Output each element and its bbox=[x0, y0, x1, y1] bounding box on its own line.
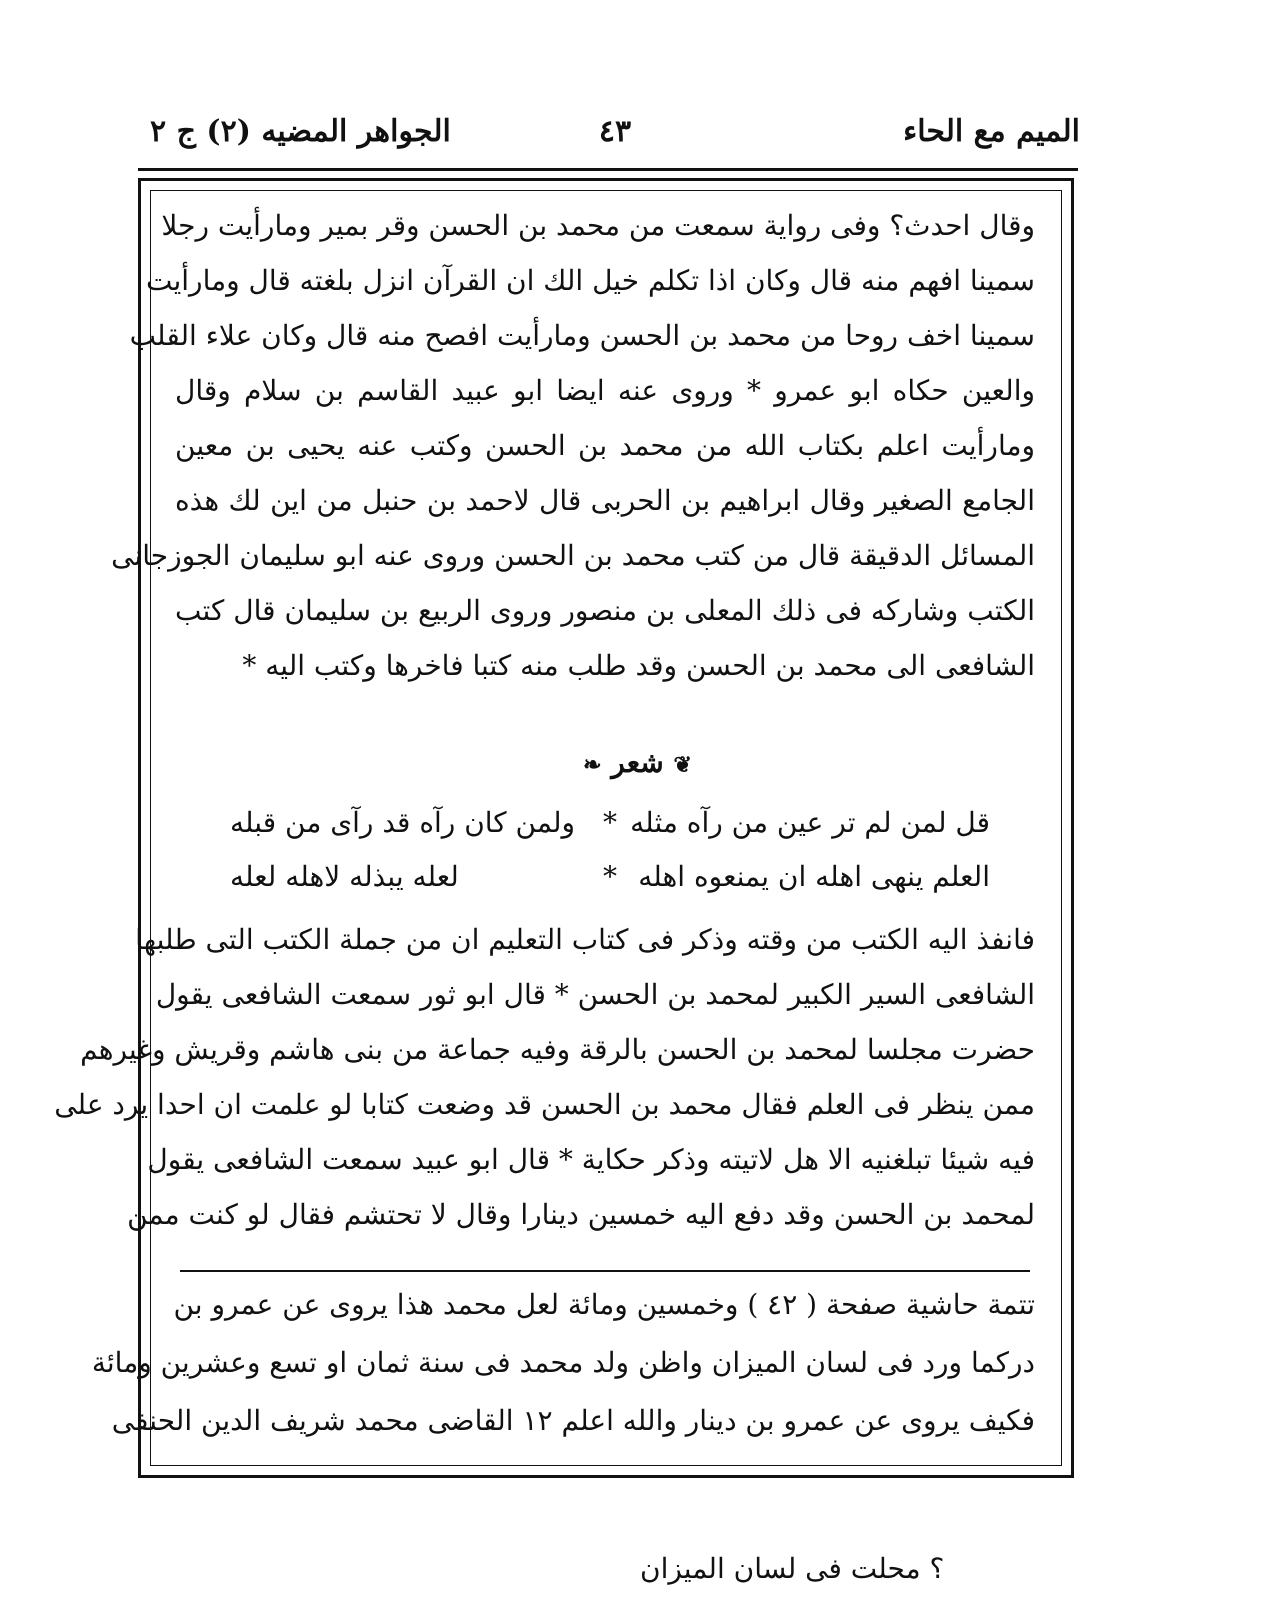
verse-separator: * bbox=[603, 860, 617, 893]
poem-heading bbox=[0, 746, 1275, 779]
text-line: سمینا افهم منه قال وکان اذا تکلم خیل الك ان القرآن انزل بلغته قال ومارأیت bbox=[145, 264, 1035, 297]
text-line: الشافعی الی محمد بن الحسن وقد طلب منه کتبا فاخرها وکتب الیه * bbox=[242, 649, 1035, 682]
verse-first-hemistich: قل لمن لم تر عین من رآه مثله bbox=[630, 806, 990, 839]
text-line: فیه شیئا تبلغنیه الا هل لاتیته وذکر حکایة * قال ابو عبید سمعت الشافعی یقول bbox=[147, 1143, 1035, 1176]
footnote-line: فکیف یروی عن عمرو بن دینار والله اعلم ١٢ القاضی محمد شریف الدین الحنفی bbox=[111, 1404, 1035, 1437]
text-line: وقال احدث؟ وفی روایة سمعت من محمد بن الحسن وقر بمیر ومارأیت رجلا bbox=[161, 209, 1035, 242]
margin-note: ؟ محلت فی لسان المیزان bbox=[640, 1552, 945, 1585]
text-line: سمینا اخف روحا من محمد بن الحسن ومارأیت افصح منه قال وکان علاء القلب bbox=[129, 319, 1035, 352]
header-chapter-title: المیم مع الحاء bbox=[903, 114, 1080, 149]
verse-separator: * bbox=[603, 806, 617, 839]
text-line: والعین حکاه ابو عمرو * وروی عنه ایضا ابو عبید القاسم بن سلام وقال bbox=[175, 374, 1035, 407]
text-line: الجامع الصغیر وقال ابراهیم بن الحربی قال لاحمد بن حنبل من این لك هذه bbox=[175, 484, 1035, 517]
verse-second-hemistich: لعله یبذله لاهله لعله bbox=[230, 860, 459, 893]
text-line: الشافعی السیر الکبیر لمحمد بن الحسن * قال ابو ثور سمعت الشافعی یقول bbox=[155, 978, 1035, 1011]
text-line: حضرت مجلسا لمحمد بن الحسن بالرقة وفیه جماعة من بنی هاشم وقریش وغیرهم bbox=[80, 1033, 1035, 1066]
ornament-left-icon: ❦ bbox=[673, 752, 692, 778]
main-text-block bbox=[111, 198, 1035, 693]
footnote-line: درکما ورد فی لسان المیزان واظن ولد محمد فی سنة ثمان او تسع وعشرین ومائة bbox=[91, 1346, 1035, 1379]
text-line: ممن ینظر فی العلم فقال محمد بن الحسن قد وضعت کتابا لو علمت ان احدا یرد علی bbox=[54, 1088, 1035, 1121]
main-text-block-continued bbox=[54, 912, 1035, 1242]
header-rule bbox=[138, 168, 1078, 171]
footnote-block bbox=[91, 1276, 1035, 1450]
poem-title: شعر bbox=[611, 746, 664, 779]
text-line: الکتب وشارکه فی ذلك المعلی بن منصور وروی الربیع بن سلیمان قال کتب bbox=[175, 594, 1035, 627]
ornament-right-icon: ❧ bbox=[583, 752, 602, 778]
text-line: ومارأیت اعلم بکتاب الله من محمد بن الحسن وکتب عنه یحیی بن معین bbox=[175, 429, 1035, 462]
text-line: فانفذ الیه الکتب من وقته وذکر فی کتاب التعلیم ان من جملة الکتب التی طلبها bbox=[135, 923, 1035, 956]
poem-verse bbox=[230, 806, 990, 856]
verse-first-hemistich: العلم ینهی اهله ان یمنعوه اهله bbox=[638, 860, 990, 893]
poem-verse bbox=[230, 860, 990, 910]
page-header bbox=[150, 104, 1080, 164]
header-book-title: الجواهر المضیه (٢) ج ٢ bbox=[150, 114, 451, 149]
footnote-rule bbox=[180, 1270, 1030, 1272]
verse-second-hemistich: ولمن کان رآه قد رآی من قبله bbox=[230, 806, 576, 839]
text-line: لمحمد بن الحسن وقد دفع الیه خمسین دینارا وقال لا تحتشم فقال لو کنت ممن bbox=[127, 1198, 1035, 1231]
text-line: المسائل الدقیقة قال من کتب محمد بن الحسن وروی عنه ابو سلیمان الجوزجانی bbox=[111, 539, 1035, 572]
footnote-line: تتمة حاشیة صفحة ( ٤٢ ) وخمسین ومائة لعل محمد هذا یروی عن عمرو بن bbox=[173, 1288, 1035, 1321]
header-page-number: ٤٣ bbox=[598, 114, 632, 149]
